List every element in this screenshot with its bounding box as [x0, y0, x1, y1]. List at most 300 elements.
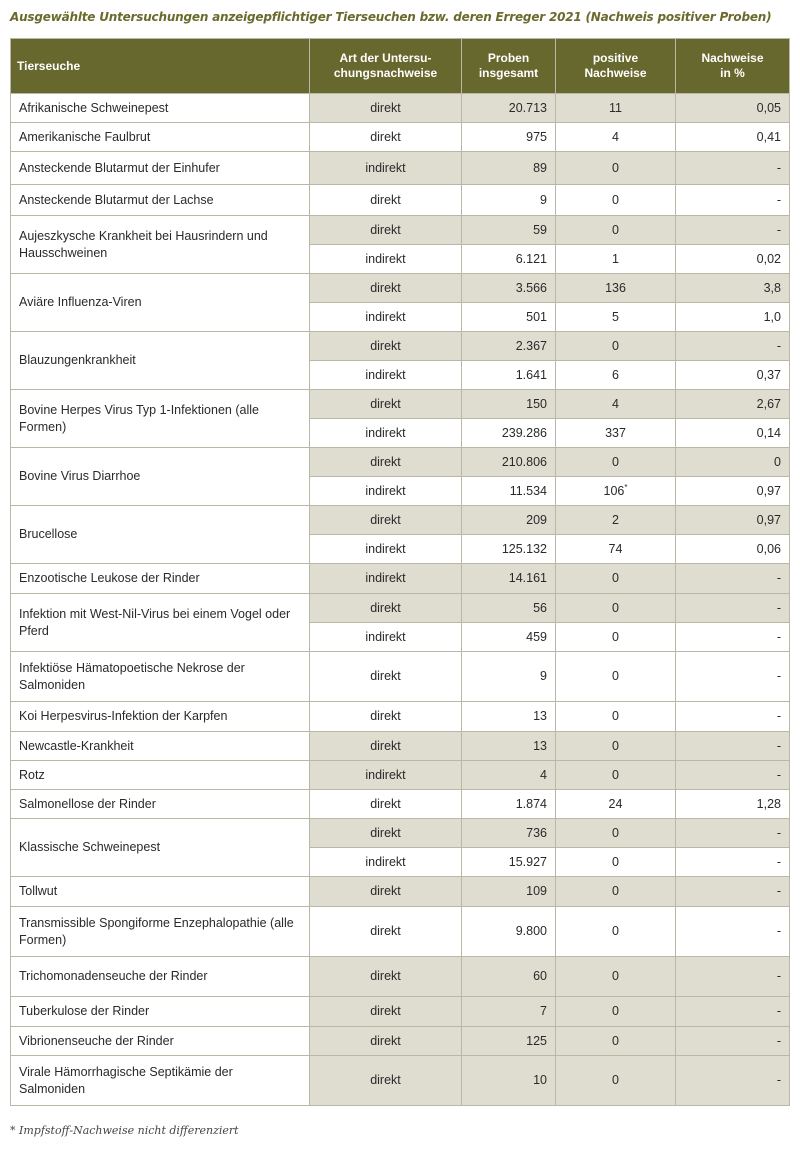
- method-cell: [310, 652, 462, 702]
- percent-cell-value: 0,97: [756, 483, 781, 498]
- percent-cell: [676, 594, 790, 623]
- method-cell: [310, 477, 462, 506]
- positive-cell: [556, 594, 676, 623]
- samples-cell: [462, 419, 556, 448]
- table-row: [11, 702, 790, 732]
- percent-cell: [676, 332, 790, 361]
- samples-cell: [462, 790, 556, 819]
- method-cell: [310, 332, 462, 361]
- table-row: [11, 877, 790, 907]
- disease-cell: Afrikanische Schweinepest: [11, 94, 310, 123]
- samples-cell-value: 501: [526, 309, 547, 324]
- header-positive: [556, 39, 676, 94]
- method-cell: [310, 702, 462, 732]
- percent-cell-value: -: [776, 825, 781, 840]
- percent-cell-value: 1,0: [763, 309, 781, 324]
- samples-cell-value: 14.161: [508, 571, 547, 585]
- table-row: [11, 907, 790, 957]
- samples-cell-value: 89: [533, 160, 547, 175]
- positive-cell-value: 0: [612, 1004, 619, 1018]
- table-row: [11, 390, 790, 419]
- table-row: [11, 506, 790, 535]
- positive-cell: [556, 448, 676, 477]
- positive-cell-value: 0: [612, 600, 619, 615]
- method-cell-value: direkt: [370, 192, 401, 207]
- percent-cell-value: -: [776, 1033, 781, 1048]
- table-row: [11, 732, 790, 761]
- percent-cell: [676, 535, 790, 564]
- samples-cell: [462, 652, 556, 702]
- method-cell: [310, 877, 462, 907]
- samples-cell: [462, 819, 556, 848]
- samples-cell-value: 9: [540, 669, 547, 683]
- disease-cell: Brucellose: [11, 506, 310, 564]
- percent-cell-value: -: [776, 1073, 781, 1087]
- method-cell-value: indirekt: [365, 425, 406, 440]
- samples-cell: [462, 361, 556, 390]
- method-cell-value: direkt: [370, 669, 401, 683]
- samples-cell-value: 15.927: [508, 854, 547, 869]
- samples-cell-value: 20.713: [508, 100, 547, 115]
- samples-cell-value: 2.367: [515, 338, 547, 353]
- disease-cell: Ansteckende Blutarmut der Lachse: [11, 185, 310, 216]
- samples-cell-value: 59: [533, 222, 547, 237]
- positive-cell-value: 0: [612, 222, 619, 237]
- method-cell-value: direkt: [370, 969, 401, 983]
- positive-cell-value: 2: [612, 512, 619, 527]
- percent-cell: [676, 361, 790, 390]
- header-percent-line2: in %: [720, 66, 745, 80]
- table-row: [11, 185, 790, 216]
- samples-cell-value: 125: [526, 1033, 547, 1048]
- method-cell-value: direkt: [370, 738, 401, 753]
- method-cell-value: direkt: [370, 280, 401, 295]
- footnote-marker: *: [624, 482, 628, 492]
- disease-cell: Salmonellose der Rinder: [11, 790, 310, 819]
- positive-cell: [556, 702, 676, 732]
- samples-cell: [462, 332, 556, 361]
- positive-cell: [556, 732, 676, 761]
- header-positive-line1: positive: [592, 51, 639, 65]
- positive-cell-value: 0: [612, 854, 619, 869]
- percent-cell-value: -: [776, 767, 781, 782]
- table-row: [11, 332, 790, 361]
- header-method-line2: chungsnachweise: [333, 66, 438, 80]
- percent-cell: [676, 702, 790, 732]
- percent-cell-value: 1,28: [756, 796, 781, 811]
- header-method: [310, 39, 462, 94]
- percent-cell: [676, 506, 790, 535]
- page-title: Ausgewählte Untersuchungen anzeigepflichtiger Tierseuchen bzw. deren Erreger 2021 (Nachweis positiver Proben): [10, 10, 772, 24]
- positive-cell: [556, 361, 676, 390]
- method-cell-value: direkt: [370, 600, 401, 615]
- percent-cell-value: -: [776, 222, 781, 237]
- positive-cell-value: 106: [603, 483, 625, 498]
- samples-cell: [462, 957, 556, 997]
- positive-cell: [556, 848, 676, 877]
- percent-cell: [676, 997, 790, 1027]
- method-cell-value: indirekt: [365, 483, 406, 498]
- table-row: [11, 216, 790, 245]
- positive-cell: [556, 652, 676, 702]
- positive-cell-value: 0: [612, 1033, 619, 1048]
- method-cell: [310, 123, 462, 152]
- positive-cell-value: 0: [612, 738, 619, 753]
- positive-cell: [556, 1027, 676, 1056]
- method-cell-value: direkt: [370, 884, 401, 898]
- percent-cell-value: 2,67: [756, 396, 781, 411]
- positive-cell-value: 1: [612, 251, 619, 266]
- percent-cell-value: -: [776, 338, 781, 353]
- percent-cell: [676, 477, 790, 506]
- method-cell-value: direkt: [370, 129, 401, 144]
- disease-cell: Tollwut: [11, 877, 310, 907]
- samples-cell-value: 11.534: [509, 483, 547, 498]
- samples-cell-value: 459: [526, 629, 547, 644]
- percent-cell: [676, 419, 790, 448]
- disease-cell: Virale Hämorrhagische Septikämie der Salmoniden: [11, 1056, 310, 1106]
- positive-cell: [556, 390, 676, 419]
- percent-cell: [676, 564, 790, 594]
- percent-cell: [676, 245, 790, 274]
- positive-cell-value: 4: [612, 396, 619, 411]
- header-positive-line2: Nachweise: [584, 66, 647, 80]
- samples-cell: [462, 185, 556, 216]
- method-cell-value: direkt: [370, 924, 401, 938]
- positive-cell: [556, 123, 676, 152]
- method-cell: [310, 907, 462, 957]
- percent-cell-value: 0,97: [756, 512, 781, 527]
- samples-cell: [462, 535, 556, 564]
- percent-cell: [676, 152, 790, 185]
- positive-cell-value: 0: [612, 969, 619, 983]
- disease-cell: Enzootische Leukose der Rinder: [11, 564, 310, 594]
- positive-cell-value: 0: [612, 669, 619, 683]
- positive-cell-value: 0: [612, 709, 619, 723]
- disease-cell: Koi Herpesvirus-Infektion der Karpfen: [11, 702, 310, 732]
- method-cell: [310, 152, 462, 185]
- disease-cell: Blauzungenkrankheit: [11, 332, 310, 390]
- percent-cell-value: 0,05: [756, 100, 781, 115]
- header-percent-line1: Nachweise: [701, 51, 764, 65]
- samples-cell-value: 3.566: [515, 280, 547, 295]
- header-samples: [462, 39, 556, 94]
- positive-cell-value: 24: [608, 796, 623, 811]
- method-cell-value: direkt: [370, 709, 401, 723]
- positive-cell-value: 0: [612, 1073, 619, 1087]
- method-cell-value: indirekt: [365, 571, 406, 585]
- samples-cell: [462, 274, 556, 303]
- samples-cell-value: 6.121: [515, 251, 547, 266]
- positive-cell: [556, 623, 676, 652]
- method-cell: [310, 390, 462, 419]
- table-row: [11, 819, 790, 848]
- disease-cell: Rotz: [11, 761, 310, 790]
- samples-cell: [462, 216, 556, 245]
- percent-cell-value: -: [776, 600, 781, 615]
- table-row: [11, 274, 790, 303]
- disease-cell: Infektion mit West-Nil-Virus bei einem Vogel oder Pferd: [11, 594, 310, 652]
- samples-cell-value: 1.641: [515, 367, 547, 382]
- percent-cell: [676, 94, 790, 123]
- samples-cell: [462, 303, 556, 332]
- samples-cell-value: 4: [540, 767, 547, 782]
- percent-cell: [676, 216, 790, 245]
- method-cell: [310, 761, 462, 790]
- positive-cell-value: 0: [612, 454, 619, 469]
- samples-cell: [462, 390, 556, 419]
- percent-cell: [676, 303, 790, 332]
- method-cell-value: direkt: [370, 796, 401, 811]
- disease-cell: Aviäre Influenza-Viren: [11, 274, 310, 332]
- percent-cell: [676, 1056, 790, 1106]
- method-cell: [310, 274, 462, 303]
- samples-cell: [462, 877, 556, 907]
- percent-cell: [676, 185, 790, 216]
- positive-cell: [556, 819, 676, 848]
- positive-cell: [556, 761, 676, 790]
- percent-cell: [676, 957, 790, 997]
- method-cell: [310, 594, 462, 623]
- positive-cell-value: 0: [612, 767, 619, 782]
- method-cell-value: direkt: [370, 1004, 401, 1018]
- percent-cell: [676, 123, 790, 152]
- method-cell-value: direkt: [370, 396, 401, 411]
- samples-cell: [462, 594, 556, 623]
- samples-cell-value: 109: [526, 884, 547, 898]
- samples-cell: [462, 1027, 556, 1056]
- method-cell: [310, 819, 462, 848]
- positive-cell: [556, 303, 676, 332]
- positive-cell: [556, 535, 676, 564]
- percent-cell-value: -: [776, 669, 781, 683]
- positive-cell: [556, 185, 676, 216]
- method-cell: [310, 419, 462, 448]
- samples-cell-value: 13: [533, 738, 547, 753]
- percent-cell-value: -: [776, 884, 781, 898]
- samples-cell-value: 736: [526, 825, 547, 840]
- disease-cell: Bovine Virus Diarrhoe: [11, 448, 310, 506]
- percent-cell-value: -: [776, 969, 781, 983]
- method-cell: [310, 185, 462, 216]
- percent-cell: [676, 907, 790, 957]
- samples-cell: [462, 477, 556, 506]
- positive-cell: [556, 152, 676, 185]
- disease-cell: Trichomonadenseuche der Rinder: [11, 957, 310, 997]
- disease-cell: Ansteckende Blutarmut der Einhufer: [11, 152, 310, 185]
- percent-cell-value: -: [776, 738, 781, 753]
- method-cell: [310, 94, 462, 123]
- samples-cell: [462, 997, 556, 1027]
- positive-cell-value: 74: [608, 541, 623, 556]
- method-cell-value: indirekt: [365, 767, 406, 782]
- footnote: * Impfstoff-Nachweise nicht differenziert: [10, 1124, 239, 1137]
- positive-cell-value: 0: [612, 571, 619, 585]
- table-row: [11, 123, 790, 152]
- samples-cell-value: 56: [533, 600, 547, 615]
- percent-cell-value: -: [776, 192, 781, 207]
- positive-cell-value: 5: [612, 309, 619, 324]
- positive-cell: [556, 419, 676, 448]
- samples-cell: [462, 152, 556, 185]
- method-cell-value: direkt: [370, 100, 401, 115]
- samples-cell-value: 9: [540, 192, 547, 207]
- positive-cell-value: 0: [612, 825, 619, 840]
- method-cell: [310, 564, 462, 594]
- positive-cell: [556, 997, 676, 1027]
- table-row: [11, 564, 790, 594]
- disease-cell: Tuberkulose der Rinder: [11, 997, 310, 1027]
- samples-cell: [462, 506, 556, 535]
- percent-cell-value: 0,37: [756, 367, 781, 382]
- positive-cell: [556, 506, 676, 535]
- positive-cell-value: 11: [609, 100, 622, 115]
- disease-cell: Aujeszkysche Krankheit bei Hausrindern und Hausschweinen: [11, 216, 310, 274]
- positive-cell: [556, 790, 676, 819]
- samples-cell: [462, 848, 556, 877]
- method-cell-value: indirekt: [365, 854, 406, 869]
- positive-cell: [556, 477, 676, 506]
- method-cell-value: indirekt: [365, 629, 406, 644]
- samples-cell-value: 209: [526, 512, 547, 527]
- table-row: [11, 94, 790, 123]
- samples-cell: [462, 1056, 556, 1106]
- method-cell: [310, 732, 462, 761]
- percent-cell-value: 0,14: [756, 425, 781, 440]
- header-samples-line2: insgesamt: [478, 66, 539, 80]
- method-cell-value: direkt: [370, 454, 401, 469]
- table-header-row: [11, 39, 790, 94]
- samples-cell: [462, 702, 556, 732]
- samples-cell-value: 210.806: [501, 454, 547, 469]
- positive-cell: [556, 94, 676, 123]
- table-body: [11, 94, 790, 1106]
- table-row: [11, 152, 790, 185]
- samples-cell: [462, 245, 556, 274]
- method-cell-value: direkt: [370, 1033, 401, 1048]
- method-cell: [310, 216, 462, 245]
- percent-cell-value: -: [776, 854, 781, 869]
- percent-cell: [676, 274, 790, 303]
- method-cell-value: indirekt: [365, 541, 406, 556]
- disease-cell: Klassische Schweinepest: [11, 819, 310, 877]
- samples-cell-value: 1.874: [515, 796, 547, 811]
- table-row: [11, 1027, 790, 1056]
- percent-cell-value: 0,41: [756, 129, 781, 144]
- header-samples-line1: Proben: [487, 51, 530, 65]
- method-cell: [310, 506, 462, 535]
- method-cell: [310, 361, 462, 390]
- samples-cell: [462, 623, 556, 652]
- positive-cell: [556, 216, 676, 245]
- method-cell: [310, 1027, 462, 1056]
- method-cell-value: direkt: [370, 222, 401, 237]
- method-cell-value: indirekt: [365, 251, 406, 266]
- samples-cell-value: 150: [526, 396, 547, 411]
- samples-cell: [462, 761, 556, 790]
- percent-cell-value: -: [776, 629, 781, 644]
- method-cell: [310, 997, 462, 1027]
- positive-cell-value: 337: [605, 425, 626, 440]
- disease-cell: Transmissible Spongiforme Enzephalopathie (alle Formen): [11, 907, 310, 957]
- table-row: [11, 761, 790, 790]
- disease-cell: Amerikanische Faulbrut: [11, 123, 310, 152]
- percent-cell-value: -: [776, 571, 781, 585]
- samples-cell-value: 239.286: [501, 425, 547, 440]
- method-cell-value: direkt: [370, 512, 401, 527]
- method-cell: [310, 448, 462, 477]
- header-percent: [676, 39, 790, 94]
- method-cell: [310, 848, 462, 877]
- samples-cell: [462, 732, 556, 761]
- disease-cell: Infektiöse Hämatopoetische Nekrose der Salmoniden: [11, 652, 310, 702]
- table-row: [11, 1056, 790, 1106]
- method-cell-value: direkt: [370, 338, 401, 353]
- percent-cell-value: -: [776, 709, 781, 723]
- positive-cell: [556, 957, 676, 997]
- positive-cell: [556, 564, 676, 594]
- samples-cell-value: 975: [526, 129, 547, 144]
- positive-cell-value: 0: [612, 160, 619, 175]
- method-cell: [310, 957, 462, 997]
- positive-cell-value: 0: [612, 924, 619, 938]
- samples-cell: [462, 94, 556, 123]
- table-row: [11, 594, 790, 623]
- positive-cell-value: 0: [612, 338, 619, 353]
- method-cell: [310, 790, 462, 819]
- percent-cell-value: -: [776, 1004, 781, 1018]
- method-cell-value: direkt: [370, 825, 401, 840]
- disease-table: [10, 38, 790, 1106]
- percent-cell: [676, 877, 790, 907]
- samples-cell-value: 10: [533, 1073, 547, 1087]
- method-cell: [310, 623, 462, 652]
- method-cell: [310, 303, 462, 332]
- percent-cell-value: 0: [774, 454, 781, 469]
- method-cell-value: direkt: [370, 1073, 401, 1087]
- percent-cell: [676, 819, 790, 848]
- percent-cell: [676, 623, 790, 652]
- samples-cell: [462, 123, 556, 152]
- method-cell-value: indirekt: [365, 309, 406, 324]
- percent-cell: [676, 390, 790, 419]
- disease-cell: Vibrionenseuche der Rinder: [11, 1027, 310, 1056]
- samples-cell: [462, 564, 556, 594]
- percent-cell: [676, 732, 790, 761]
- percent-cell: [676, 1027, 790, 1056]
- samples-cell: [462, 448, 556, 477]
- positive-cell-value: 0: [612, 629, 619, 644]
- percent-cell-value: -: [776, 160, 781, 175]
- table-row: [11, 448, 790, 477]
- samples-cell-value: 125.132: [501, 541, 547, 556]
- samples-cell-value: 60: [533, 969, 547, 983]
- method-cell: [310, 1056, 462, 1106]
- method-cell-value: indirekt: [365, 367, 406, 382]
- positive-cell: [556, 1056, 676, 1106]
- percent-cell-value: 3,8: [763, 280, 781, 295]
- positive-cell-value: 4: [612, 129, 619, 144]
- percent-cell-value: 0,06: [756, 541, 781, 556]
- positive-cell-value: 6: [612, 367, 619, 382]
- positive-cell-value: 0: [612, 192, 619, 207]
- method-cell: [310, 245, 462, 274]
- positive-cell: [556, 332, 676, 361]
- positive-cell-value: 0: [612, 884, 619, 898]
- percent-cell-value: -: [776, 924, 781, 938]
- method-cell: [310, 535, 462, 564]
- samples-cell-value: 13: [533, 709, 547, 723]
